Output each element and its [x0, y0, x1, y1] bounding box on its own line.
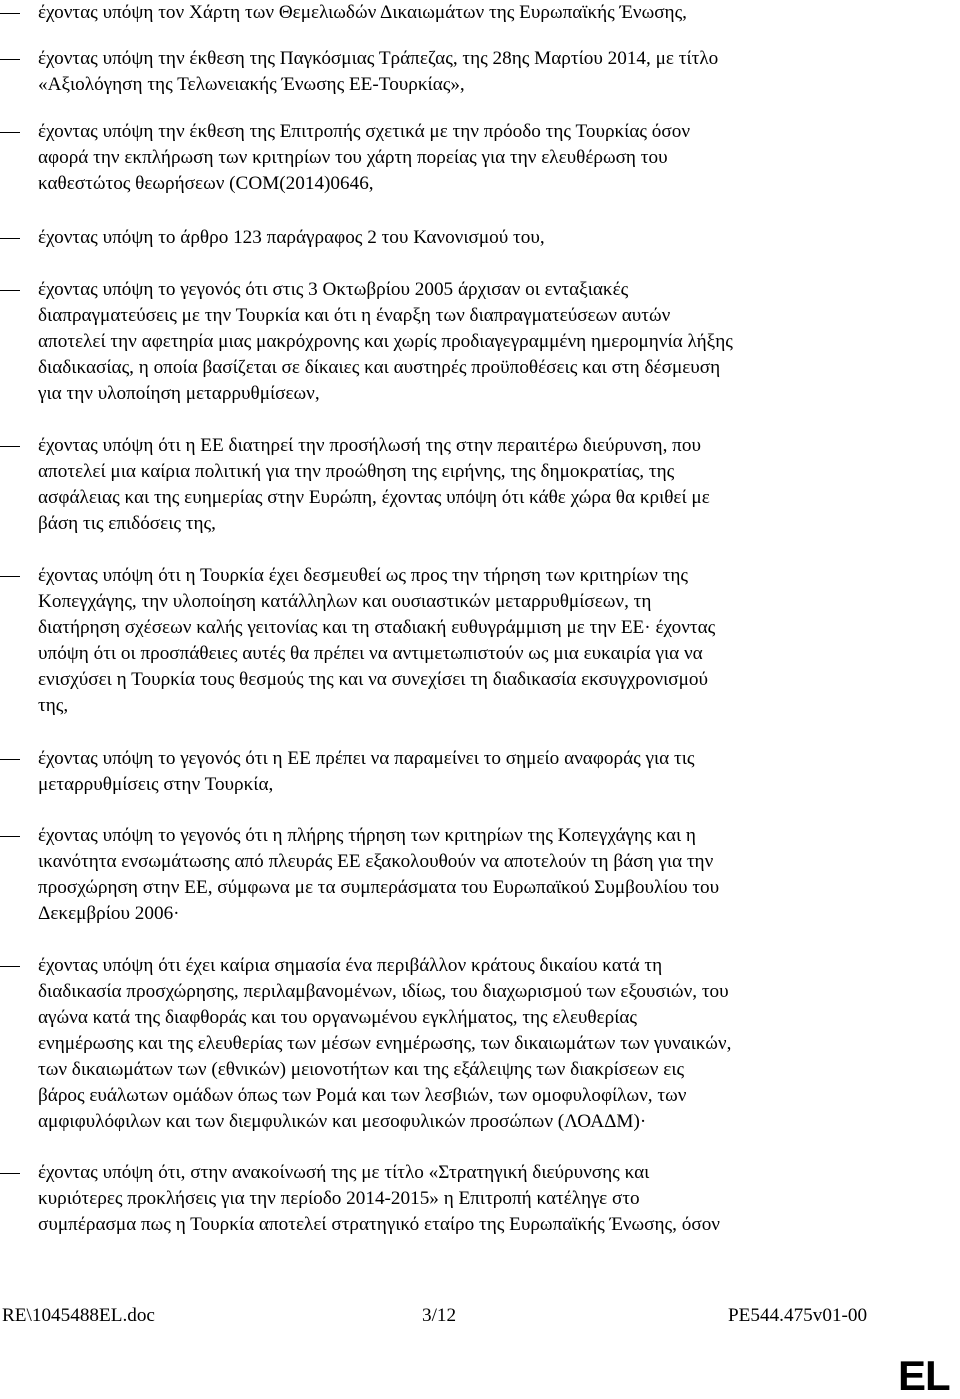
recital-line: ασφάλειας και της ευημερίας στην Ευρώπη, έχοντας υπόψη ότι κάθε χώρα θα κριθεί με: [38, 487, 710, 508]
dash-bullet: [0, 1173, 20, 1174]
recital-line: υπόψη ότι οι προσπάθειες αυτές θα πρέπει να αντιμετωπιστούν ως μια ευκαιρία για να: [38, 643, 703, 664]
dash-bullet: [0, 59, 20, 60]
dash-bullet: [0, 836, 20, 837]
recital-line: βάρος ευάλωτων ομάδων όπως των Ρομά και των λεσβιών, των ομοφυλοφίλων, των: [38, 1085, 687, 1106]
recital-line: έχοντας υπόψη τον Χάρτη των Θεμελιωδών Δικαιωμάτων της Ευρωπαϊκής Ένωσης,: [38, 2, 687, 23]
dash-bullet: [0, 446, 20, 447]
footer-document-reference: RE\1045488EL.doc: [2, 1305, 155, 1326]
recital-line: κυριότερες προκλήσεις για την περίοδο 2014-2015» η Επιτροπή κατέληγε στο: [38, 1188, 640, 1209]
recital-line: προσχώρηση στην ΕΕ, σύμφωνα με τα συμπεράσματα του Ευρωπαϊκού Συμβουλίου του: [38, 877, 720, 898]
recital-line: έχοντας υπόψη το γεγονός ότι η ΕΕ πρέπει να παραμείνει το σημείο αναφοράς για τις: [38, 748, 695, 769]
language-mark: EL: [898, 1352, 950, 1399]
recital-line: έχοντας υπόψη το άρθρο 123 παράγραφος 2 του Κανονισμού του,: [38, 227, 545, 248]
recital-line: καθεστώτος θεωρήσεων (COM(2014)0646,: [38, 173, 374, 194]
recital-line: της,: [38, 695, 69, 716]
recital-line: αποτελεί την αφετηρία μιας μακρόχρονης και χωρίς προδιαγεγραμμένη ημερομηνία λήξης: [38, 331, 733, 352]
recital-line: των δικαιωμάτων των (εθνικών) μειονοτήτων και της εξάλειψης των διακρίσεων εις: [38, 1059, 685, 1080]
recital-line: έχοντας υπόψη ότι έχει καίρια σημασία ένα περιβάλλον κράτους δικαίου κατά τη: [38, 955, 663, 976]
recital-line: έχοντας υπόψη το γεγονός ότι η πλήρης τήρηση των κριτηρίων της Κοπεγχάγης και η: [38, 825, 696, 846]
recital-line: ενημέρωσης και της ελευθερίας των μέσων ενημέρωσης, των δικαιωμάτων των γυναικών,: [38, 1033, 732, 1054]
recital-line: έχοντας υπόψη ότι η ΕΕ διατηρεί την προσήλωσή της στην περαιτέρω διεύρυνση, που: [38, 435, 701, 456]
recital-line: έχοντας υπόψη το γεγονός ότι στις 3 Οκτωβρίου 2005 άρχισαν οι ενταξιακές: [38, 279, 629, 300]
dash-bullet: [0, 132, 20, 133]
recital-line: αμφιφυλόφιλων και των διεμφυλικών και μεσοφυλικών προσώπων (ΛΟΑΔΜ)·: [38, 1111, 647, 1132]
dash-bullet: [0, 759, 20, 760]
recital-line: ικανότητα ενσωμάτωσης από πλευράς ΕΕ εξακολουθούν να αποτελούν τη βάση για την: [38, 851, 714, 872]
recital-line: αποτελεί μια καίρια πολιτική για την προώθηση της ειρήνης, της δημοκρατίας, της: [38, 461, 675, 482]
recital-line: διαδικασίας, η οποία βασίζεται σε δίκαιες και αυστηρές προϋποθέσεις και στη δέσμευση: [38, 357, 721, 378]
recital-line: έχοντας υπόψη ότι, στην ανακοίνωσή της με τίτλο «Στρατηγική διεύρυνσης και: [38, 1162, 650, 1183]
recital-line: διαπραγματεύσεις με την Τουρκία και ότι η έναρξη των διαπραγματεύσεων αυτών: [38, 305, 671, 326]
recital-line: βάση τις επιδόσεις της,: [38, 513, 216, 534]
recital-line: αγώνα κατά της διαφθοράς και του οργανωμένου εγκλήματος, της ελευθερίας: [38, 1007, 638, 1028]
dash-bullet: [0, 13, 20, 14]
dash-bullet: [0, 238, 20, 239]
recital-line: ενισχύσει η Τουρκία τους θεσμούς της και να συνεχίσει τη διαδικασία εκσυγχρονισμού: [38, 669, 708, 690]
recital-line: για την υλοποίηση μεταρρυθμίσεων,: [38, 383, 320, 404]
recital-line: συμπέρασμα πως η Τουρκία αποτελεί στρατηγικό εταίρο της Ευρωπαϊκής Ένωσης, όσον: [38, 1214, 720, 1235]
recital-line: έχοντας υπόψη ότι η Τουρκία έχει δεσμευθεί ως προς την τήρηση των κριτηρίων της: [38, 565, 688, 586]
recital-line: διατήρηση σχέσεων καλής γειτονίας και τη σταδιακή ευθυγράμμιση με την ΕΕ· έχοντας: [38, 617, 716, 638]
recital-line: μεταρρυθμίσεις στην Τουρκία,: [38, 774, 274, 795]
dash-bullet: [0, 576, 20, 577]
recital-line: αφορά την εκπλήρωση των κριτηρίων του χάρτη πορείας για την ελευθέρωση του: [38, 147, 668, 168]
recital-line: Δεκεμβρίου 2006·: [38, 903, 180, 924]
recital-line: Κοπεγχάγης, την υλοποίηση κατάλληλων και ουσιαστικών μεταρρυθμίσεων, τη: [38, 591, 652, 612]
recital-line: έχοντας υπόψη την έκθεση της Επιτροπής σχετικά με την πρόοδο της Τουρκίας όσον: [38, 121, 690, 142]
footer-page-number: 3/12: [422, 1305, 457, 1326]
recital-line: έχοντας υπόψη την έκθεση της Παγκόσμιας Τράπεζας, της 28ης Μαρτίου 2014, με τίτλο: [38, 48, 719, 69]
dash-bullet: [0, 966, 20, 967]
recital-line: διαδικασία προσχώρησης, περιλαμβανομένων, ιδίως, του διαχωρισμού των εξουσιών, του: [38, 981, 729, 1002]
recital-line: «Αξιολόγηση της Τελωνειακής Ένωσης ΕΕ-Τουρκίας»,: [38, 74, 465, 95]
dash-bullet: [0, 290, 20, 291]
footer-pe-reference: PE544.475v01-00: [728, 1305, 868, 1326]
